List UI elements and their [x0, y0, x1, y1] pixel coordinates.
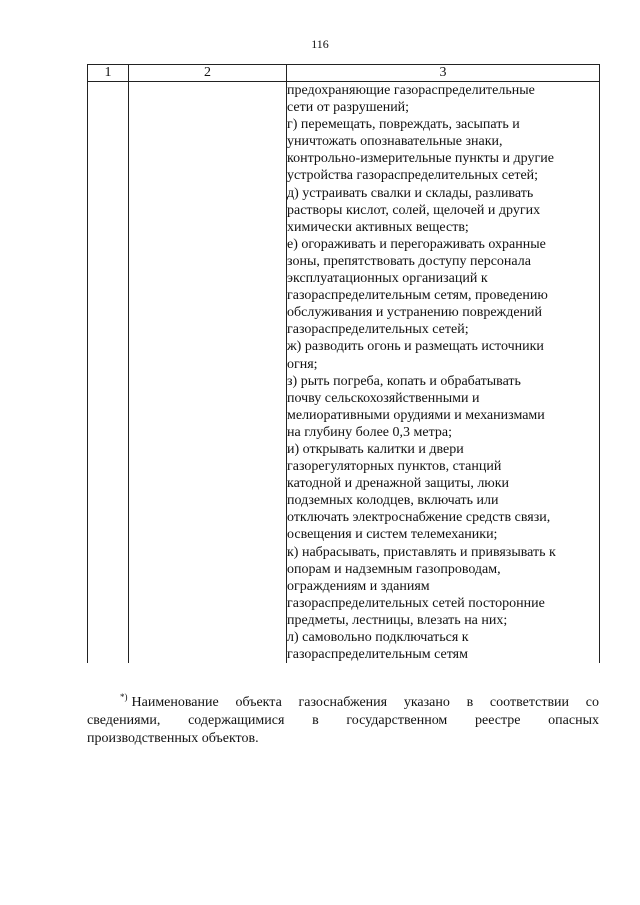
text-line: сети от разрушений;	[287, 100, 410, 116]
column-header-1: 1	[88, 65, 129, 82]
text-line: химически активных веществ;	[287, 219, 469, 235]
cell-col-1	[88, 82, 129, 664]
footnote-line-3: производственных объектов.	[87, 731, 259, 746]
text-line: к) набрасывать, приставлять и привязывать к	[287, 544, 556, 560]
text-line: огня;	[287, 356, 318, 372]
table-row	[88, 82, 600, 664]
footnote-marker: *)	[120, 692, 128, 703]
text-line: г) перемещать, повреждать, засыпать и	[287, 117, 520, 133]
text-line: катодной и дренажной защиты, люки	[287, 476, 510, 492]
text-line: уничтожать опознавательные знаки,	[287, 134, 503, 150]
text-line: освещения и систем телемеханики;	[287, 527, 498, 543]
text-line: обслуживания и устранению повреждений	[287, 305, 543, 321]
column-header-2: 2	[129, 65, 287, 82]
footnote-text-1: Наименование объекта газоснабжения указано в соответствии со	[131, 695, 599, 710]
text-line: газораспределительных сетей посторонние	[287, 595, 545, 611]
text-line: з) рыть погреба, копать и обрабатывать	[287, 373, 521, 389]
text-line: на глубину более 0,3 метра;	[287, 424, 452, 440]
text-line: почву сельскохозяйственными и	[287, 390, 480, 406]
text-line: и) открывать калитки и двери	[287, 441, 464, 457]
cell-col-2	[129, 82, 287, 664]
text-line: газорегуляторных пунктов, станций	[287, 459, 502, 475]
page-number: 116	[311, 37, 329, 51]
text-line: газораспределительным сетям, проведению	[287, 288, 548, 304]
text-line: ограждениям и зданиям	[287, 578, 430, 594]
text-line: газораспределительных сетей;	[287, 322, 469, 338]
text-line: зоны, препятствовать доступу персонала	[287, 253, 531, 269]
text-line: предметы, лестницы, влезать на них;	[287, 612, 508, 628]
text-line: предохраняющие газораспределительные	[287, 83, 535, 98]
text-line: опорам и надземным газопроводам,	[287, 561, 501, 577]
text-line: растворы кислот, солей, щелочей и других	[287, 202, 541, 218]
text-line: отключать электроснабжение средств связи,	[287, 510, 551, 526]
text-line: подземных колодцев, включать или	[287, 493, 499, 509]
text-line: эксплуатационных организаций к	[287, 271, 488, 287]
text-line: ж) разводить огонь и размещать источники	[287, 339, 544, 355]
text-line: устройства газораспределительных сетей;	[287, 168, 539, 184]
text-line: контрольно-измерительные пункты и другие	[287, 151, 554, 167]
footnote-line-2: сведениями, содержащимися в государственном реестре опасных	[87, 713, 599, 728]
text-line: е) огораживать и перегораживать охранные	[287, 236, 546, 252]
text-line: л) самовольно подключаться к	[287, 630, 469, 645]
text-line: д) устраивать свалки и склады, разливать	[287, 185, 534, 201]
requirements-table	[87, 64, 600, 663]
column-header-3: 3	[287, 65, 600, 82]
cell-col-3	[287, 82, 600, 664]
footnote	[87, 694, 599, 748]
text-line: мелиоративными орудиями и механизмами	[287, 407, 545, 423]
footnote-line-1	[87, 694, 599, 712]
table-header-row	[88, 65, 600, 82]
text-line: газораспределительным сетям	[287, 647, 468, 663]
